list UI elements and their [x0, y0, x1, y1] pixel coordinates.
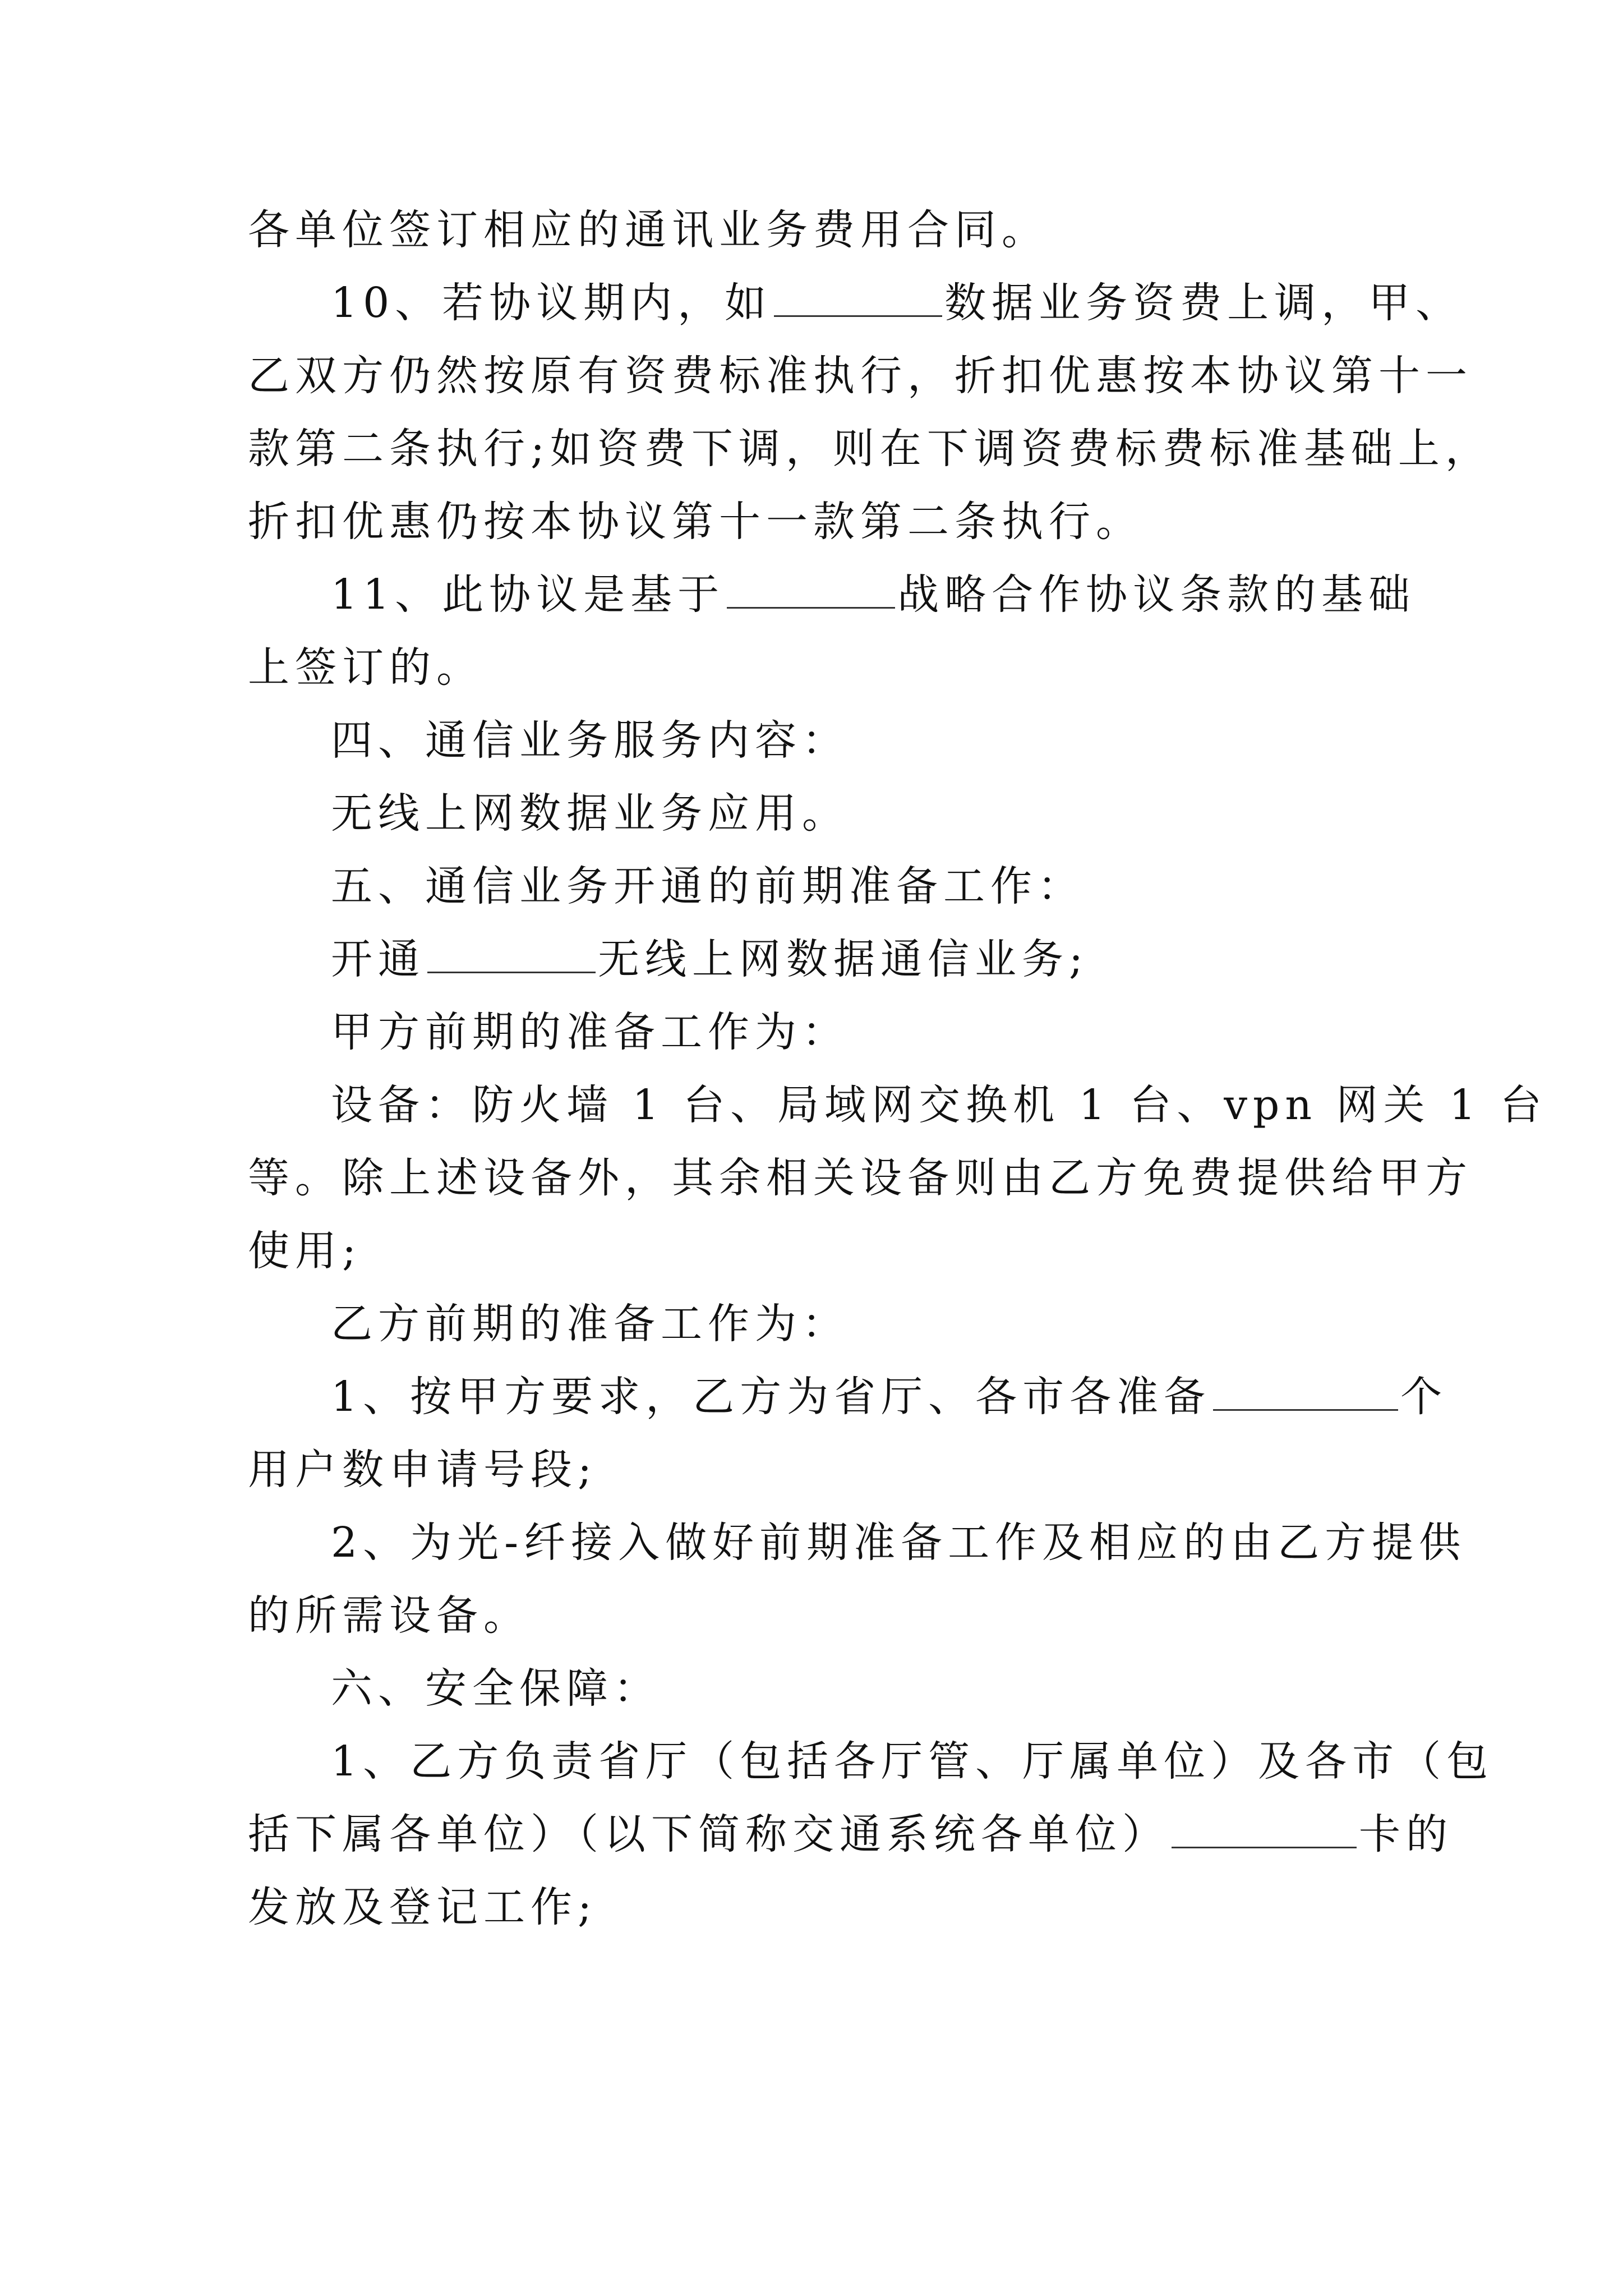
line-text: 四、通信业务服务内容：	[331, 716, 849, 765]
section-heading-4	[331, 712, 849, 769]
line-text: 卡的	[1359, 1810, 1453, 1858]
paragraph-line	[331, 1004, 849, 1060]
section-heading-5	[331, 858, 1085, 914]
paragraph-line	[248, 421, 1492, 477]
line-text: 乙双方仍然按原有资费标准执行，折扣优惠按本协议第十一	[248, 352, 1473, 400]
line-text: 战略合作协议条款的基础	[897, 570, 1416, 619]
line-text: 五、通信业务开通的前期准备工作：	[331, 862, 1085, 910]
fill-in-blank[interactable]	[1172, 1813, 1357, 1848]
line-text: 上签订的。	[248, 643, 483, 692]
fill-in-blank[interactable]	[727, 573, 895, 609]
paragraph-line	[248, 1150, 1473, 1206]
line-text: 开通	[331, 935, 425, 983]
line-text: 使用;	[248, 1227, 362, 1275]
line-text: 11、此协议是基于	[331, 570, 725, 619]
line-text: 各单位签订相应的通讯业务费用合同。	[248, 206, 1049, 254]
line-text: 六、安全保障：	[331, 1664, 661, 1713]
fill-in-blank[interactable]	[774, 282, 942, 317]
paragraph-line	[331, 1515, 1466, 1571]
paragraph-line	[248, 494, 1143, 550]
clause-10-line	[331, 275, 1463, 331]
line-text: 等。除上述设备外，其余相关设备则由乙方免费提供给甲方	[248, 1154, 1473, 1202]
line-text: 无线上网数据通信业务;	[598, 935, 1089, 983]
line-text: 设备：防火墙 1 台、局域网交换机 1 台、vpn 网关 1 台	[331, 1081, 1547, 1129]
paragraph-line	[331, 1369, 1447, 1425]
line-text: 折扣优惠仍按本协议第十一款第二条执行。	[248, 498, 1143, 546]
paragraph-line	[248, 1442, 597, 1498]
line-text: 数据业务资费上调，甲、	[944, 279, 1463, 327]
fill-in-blank[interactable]	[427, 938, 596, 973]
line-text: 用户数申请号段;	[248, 1446, 597, 1494]
paragraph-line	[331, 785, 849, 841]
line-text: 10、若协议期内，如	[331, 279, 772, 327]
line-text: 无线上网数据业务应用。	[331, 789, 849, 838]
paragraph-line	[248, 1223, 362, 1279]
line-text: 发放及登记工作;	[248, 1883, 597, 1931]
paragraph-line	[248, 348, 1473, 404]
paragraph-line	[331, 1733, 1493, 1789]
paragraph-line	[248, 1879, 597, 1935]
line-text: 2、为光-纤接入做好前期准备工作及相应的由乙方提供	[331, 1519, 1467, 1567]
clause-11-line	[331, 567, 1415, 623]
paragraph-line	[331, 931, 1089, 987]
paragraph-line	[331, 1296, 849, 1352]
section-heading-6	[331, 1660, 661, 1717]
line-text: 括下属各单位）（以下简称交通系统各单位）	[248, 1810, 1169, 1858]
line-text: 1、乙方负责省厅（包括各厅管、厅属单位）及各市（包	[331, 1737, 1494, 1786]
paragraph-line	[248, 639, 483, 696]
fill-in-blank[interactable]	[1213, 1375, 1398, 1411]
paragraph-line	[248, 202, 1049, 258]
paragraph-line	[248, 1588, 531, 1644]
line-text: 款第二条执行;如资费下调，则在下调资费标费标准基础上，	[248, 425, 1492, 473]
line-text: 的所需设备。	[248, 1591, 531, 1640]
paragraph-line	[331, 1077, 1547, 1133]
paragraph-line	[248, 1806, 1453, 1862]
line-text: 1、按甲方要求，乙方为省厅、各市各准备	[331, 1373, 1211, 1421]
line-text: 乙方前期的准备工作为：	[331, 1300, 849, 1348]
line-text: 个	[1400, 1373, 1448, 1421]
line-text: 甲方前期的准备工作为：	[331, 1008, 849, 1056]
